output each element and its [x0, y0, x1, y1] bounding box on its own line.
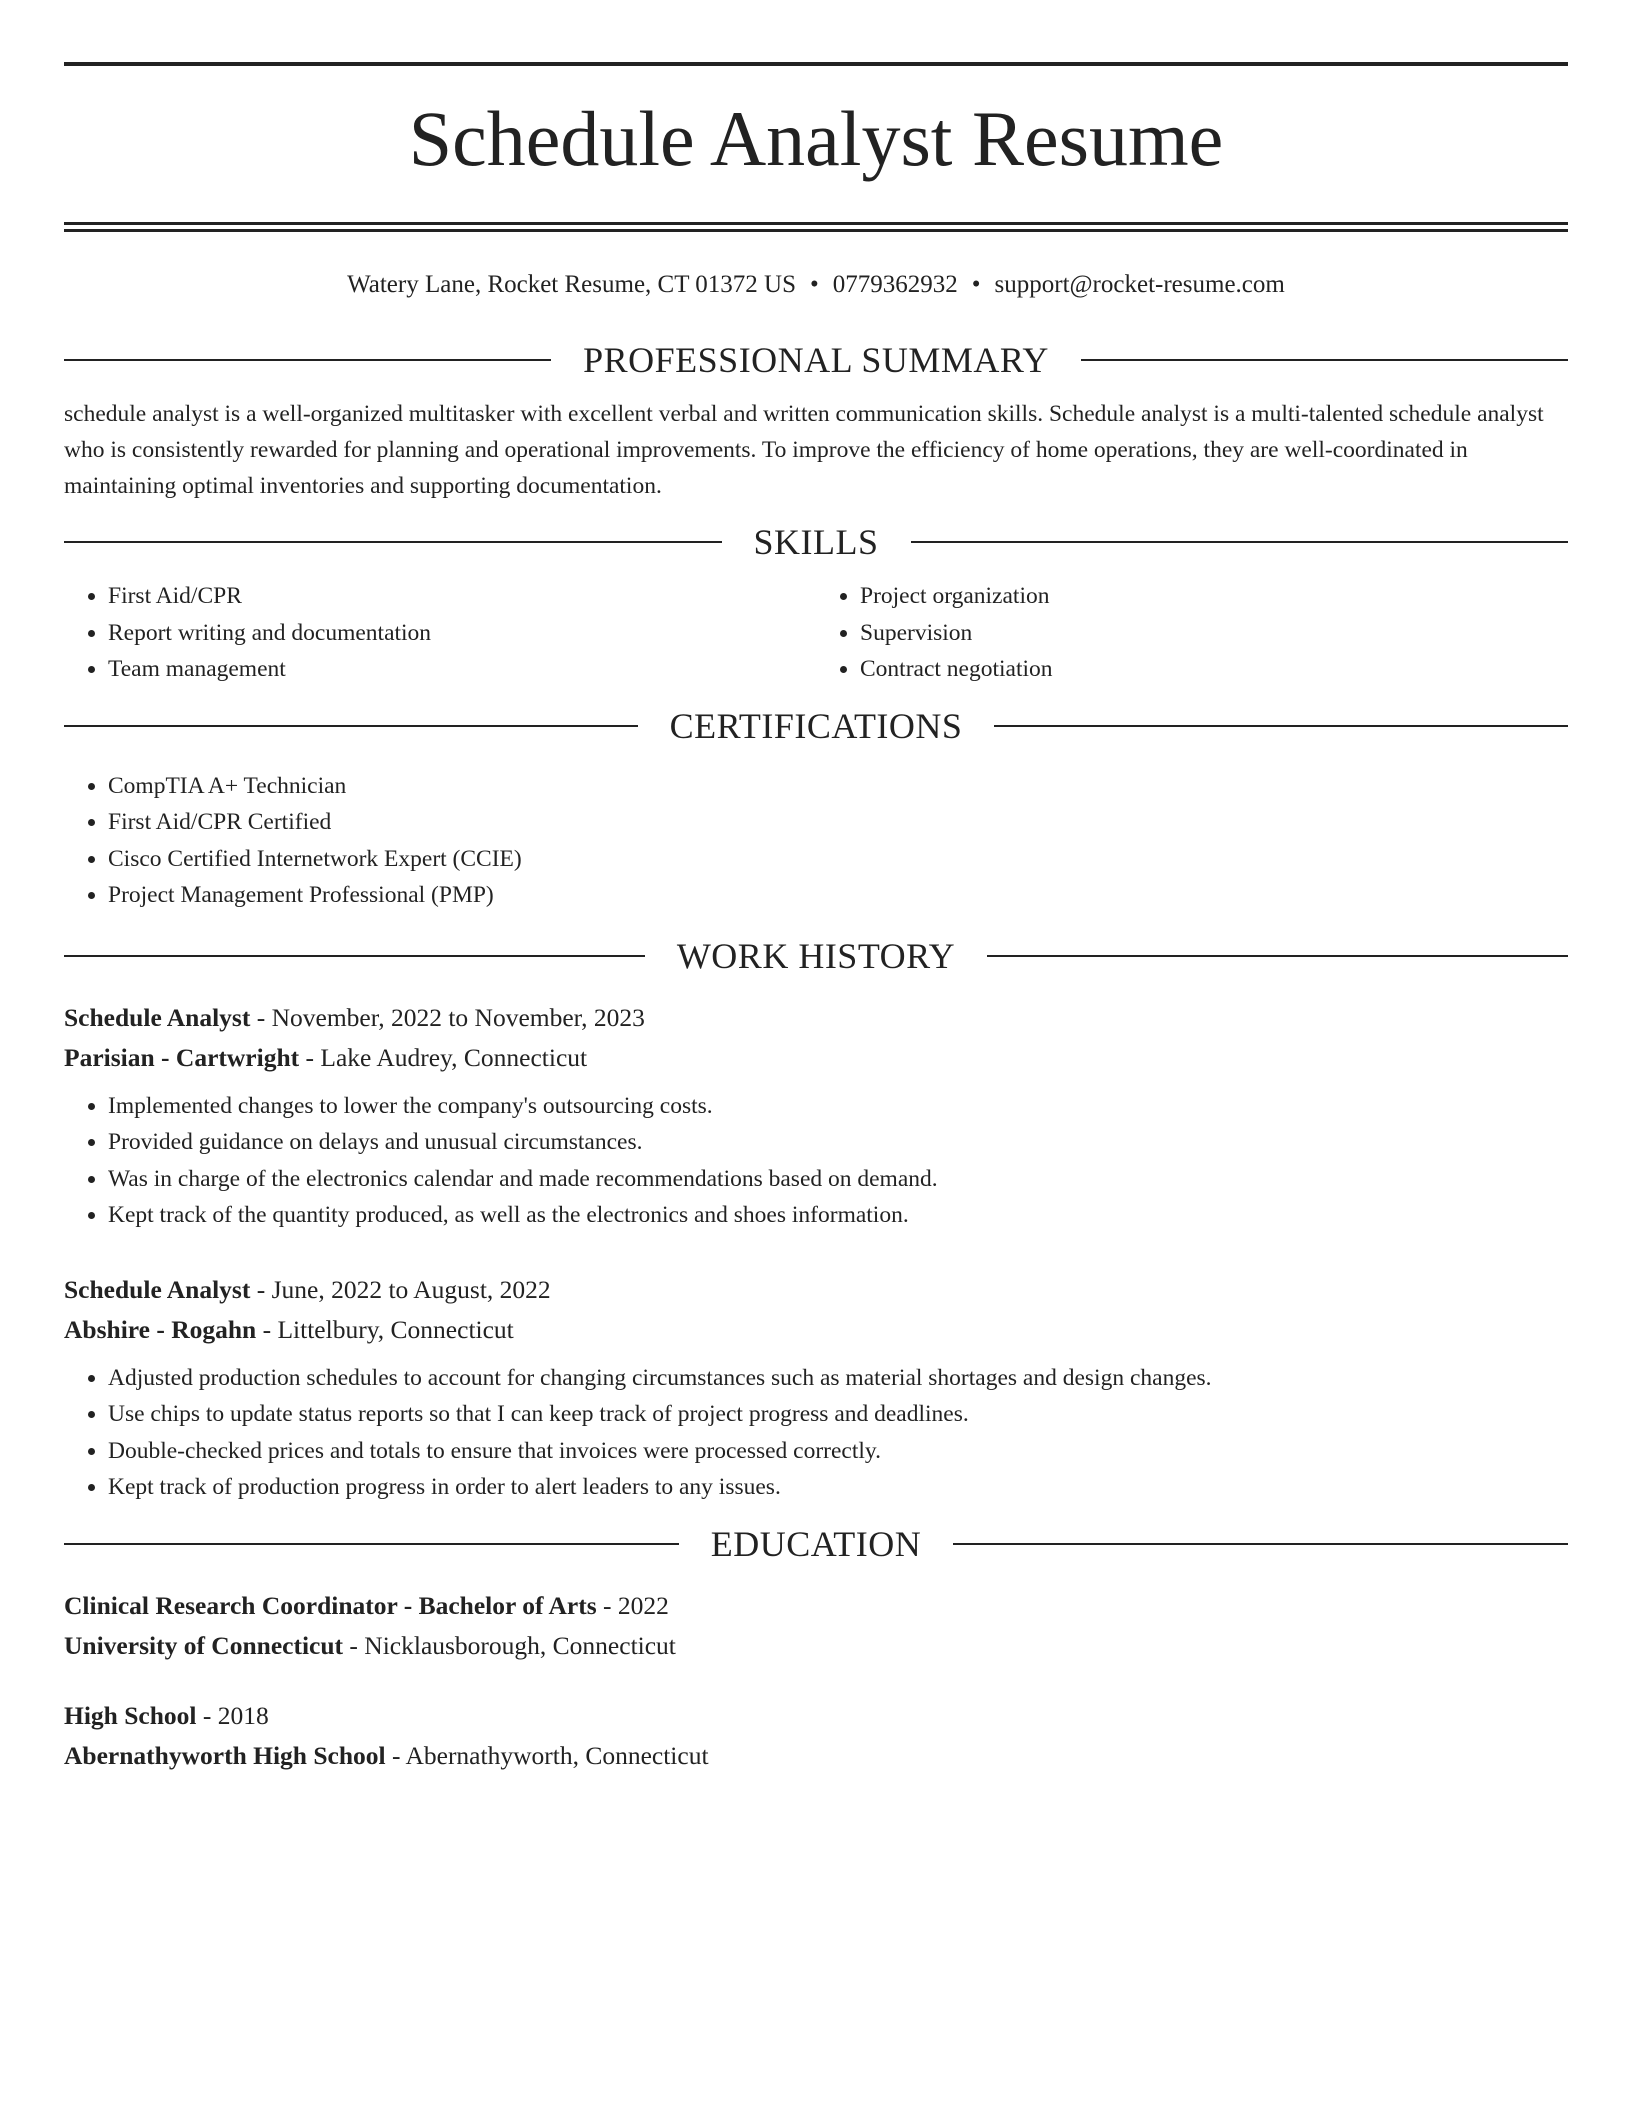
heading-rule [64, 359, 551, 361]
skills-list [64, 578, 1568, 688]
education-degree: Clinical Research Coordinator - Bachelor of Arts [64, 1590, 597, 1620]
section-heading-work-history [64, 934, 1568, 978]
job-bullet: • Implemented changes to lower the company's outsourcing costs. [108, 1088, 1568, 1125]
job-bullet: • Double-checked prices and totals to ensure that invoices were processed correctly. [108, 1433, 1568, 1470]
section-heading-summary [64, 338, 1568, 382]
skill-item: • Supervision [860, 615, 1568, 652]
contact-separator: • [810, 271, 819, 298]
section-heading-education [64, 1522, 1568, 1566]
section-title: WORK HISTORY [676, 935, 956, 976]
job-company-line [64, 1038, 1568, 1078]
heading-rule [64, 541, 722, 543]
summary-text: schedule analyst is a well-organized multitasker with excellent verbal and written communication skills. Schedule analyst is a multi-talented schedule analyst who is consistently rewarded for planning and operational improvements. To improve the efficiency of home operations, they are well-coordinated in maintaining optimal inventories and supporting documentation. [64, 401, 1544, 499]
section-heading-certifications [64, 704, 1568, 748]
job-role: Schedule Analyst [64, 1002, 251, 1032]
job-bullet: • Was in charge of the electronics calendar and made recommendations based on demand. [108, 1161, 1568, 1198]
section-title: CERTIFICATIONS [669, 705, 963, 746]
certification-item: • First Aid/CPR Certified [108, 804, 1568, 841]
job-location: - Lake Audrey, Connecticut [299, 1042, 588, 1072]
education-school-line [64, 1736, 1568, 1776]
education-location: - Nicklausborough, Connecticut [343, 1630, 676, 1660]
skill-item: • Contract negotiation [860, 651, 1568, 688]
skill-item: • Project organization [860, 578, 1568, 615]
contact-phone: 0779362932 [832, 271, 958, 298]
job-bullets [64, 1360, 1568, 1506]
job-title-line [64, 998, 1568, 1038]
title-double-rule [64, 222, 1568, 232]
education-location: - Abernathyworth, Connecticut [385, 1740, 709, 1770]
job-role: Schedule Analyst [64, 1274, 251, 1304]
heading-rule [64, 955, 645, 957]
certification-item: • Cisco Certified Internetwork Expert (CCIE) [108, 841, 1568, 878]
job-company: Abshire - Rogahn [64, 1314, 257, 1344]
education-degree: High School [64, 1700, 197, 1730]
heading-rule [64, 1543, 679, 1545]
contact-separator: • [971, 271, 981, 298]
top-rule [64, 62, 1568, 66]
section-title: EDUCATION [710, 1523, 922, 1564]
certifications-list [64, 768, 1568, 914]
heading-rule [987, 955, 1568, 957]
heading-rule [911, 541, 1569, 543]
skill-item: • Team management [108, 651, 816, 688]
job-entry [64, 998, 1568, 1234]
education-year: - 2018 [196, 1700, 269, 1730]
heading-rule [64, 725, 638, 727]
resume-title: Schedule Analyst Resume [408, 95, 1224, 182]
skill-item: • Report writing and documentation [108, 615, 816, 652]
skills-column-left [64, 578, 816, 688]
certification-item: • Project Management Professional (PMP) [108, 877, 1568, 914]
heading-rule [953, 1543, 1568, 1545]
education-year: - 2022 [596, 1590, 669, 1620]
job-location: - Littelbury, Connecticut [256, 1314, 514, 1344]
job-bullet: • Provided guidance on delays and unusual circumstances. [108, 1124, 1568, 1161]
job-company-line [64, 1310, 1568, 1350]
contact-line [64, 268, 1568, 302]
skills-column-right [816, 578, 1568, 688]
job-bullet: • Adjusted production schedules to account for changing circumstances such as material shortages and design changes. [108, 1360, 1568, 1397]
education-school-line [64, 1626, 1568, 1666]
job-entry [64, 1270, 1568, 1506]
heading-rule [994, 725, 1568, 727]
heading-rule [1081, 359, 1568, 361]
skill-item: • First Aid/CPR [108, 578, 816, 615]
job-bullet: • Use chips to update status reports so that I can keep track of project progress and deadlines. [108, 1396, 1568, 1433]
education-degree-line [64, 1696, 1568, 1736]
section-title: SKILLS [753, 522, 879, 562]
education-degree-line [64, 1586, 1568, 1626]
section-heading-skills [64, 520, 1568, 564]
education-entry [64, 1696, 1568, 1776]
certification-item: • CompTIA A+ Technician [108, 768, 1568, 805]
job-title-line [64, 1270, 1568, 1310]
job-dates: - November, 2022 to November, 2023 [250, 1002, 645, 1032]
contact-address: Watery Lane, Rocket Resume, CT 01372 US [347, 271, 796, 298]
education-entry [64, 1586, 1568, 1666]
contact-email: support@rocket-resume.com [994, 271, 1285, 298]
section-title: PROFESSIONAL SUMMARY [583, 340, 1049, 380]
job-bullet: • Kept track of the quantity produced, as well as the electronics and shoes information. [108, 1197, 1568, 1234]
education-school: Abernathyworth High School [64, 1740, 386, 1770]
job-dates: - June, 2022 to August, 2022 [250, 1274, 551, 1304]
education-school: University of Connecticut [64, 1630, 344, 1660]
job-company: Parisian - Cartwright [64, 1042, 300, 1072]
job-bullets [64, 1088, 1568, 1234]
job-bullet: • Kept track of production progress in order to alert leaders to any issues. [108, 1469, 1568, 1506]
